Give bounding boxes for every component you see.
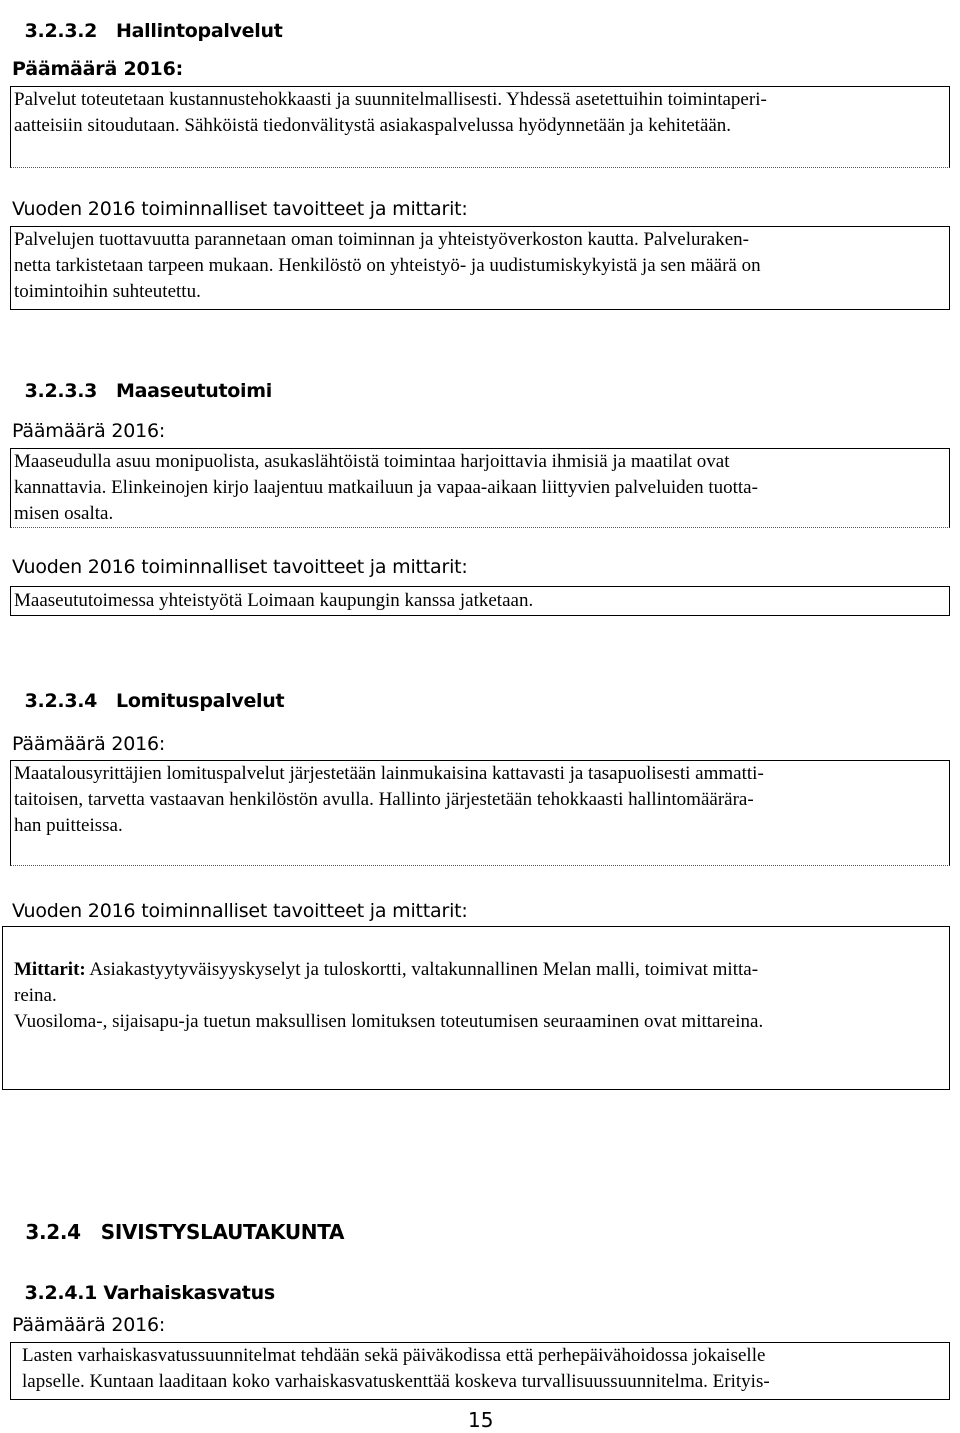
goal-label: Päämäärä 2016:	[12, 733, 166, 755]
targets-box	[10, 586, 950, 616]
goal-line: lapselle. Kuntaan laaditaan koko varhaiskasvatuskenttää koskeva turvallisuussuunnitelma. Erityis-	[22, 1371, 770, 1392]
section-heading-lomituspalvelut	[12, 668, 284, 712]
goal-line: Maaseudulla asuu monipuolista, asukaslähtöistä toimintaa harjoittavia ihmisiä ja maatilat ovat	[14, 451, 730, 472]
section-number: 3.2.3.3	[24, 380, 98, 402]
goal-line: Maatalousyrittäjien lomituspalvelut järjestetään lainmukaisina kattavasti ja tasapuolisesti ammatti-	[14, 763, 764, 784]
targets-line: reina.	[14, 985, 57, 1006]
goal-box	[10, 760, 950, 866]
section-title: Varhaiskasvatus	[103, 1282, 275, 1304]
goal-line: misen osalta.	[14, 503, 114, 524]
goal-line: kannattavia. Elinkeinojen kirjo laajentuu matkailuun ja vapaa-aikaan liittyvien palveluiden tuotta-	[14, 477, 758, 498]
targets-label: Vuoden 2016 toiminnalliset tavoitteet ja mittarit:	[12, 900, 468, 922]
section-title: SIVISTYSLAUTAKUNTA	[100, 1220, 345, 1244]
section-heading-hallintopalvelut	[12, 0, 282, 42]
goal-line: aatteisiin sitoudutaan. Sähköistä tiedonvälitystä asiakaspalvelussa hyödynnetään ja kehitetään.	[14, 115, 732, 136]
section-heading-varhaiskasvatus	[12, 1260, 275, 1304]
goal-label: Päämäärä 2016:	[12, 58, 183, 80]
goal-box	[10, 1342, 950, 1400]
goal-line: han puitteissa.	[14, 815, 123, 836]
targets-box	[10, 226, 950, 310]
section-number: 3.2.3.4	[24, 690, 98, 712]
goal-line: Lasten varhaiskasvatussuunnitelmat tehdään sekä päiväkodissa että perhepäivähoidossa jokaiselle	[22, 1345, 766, 1366]
targets-line: Palvelujen tuottavuutta parannetaan oman toiminnan ja yhteistyöverkoston kautta. Palveluraken-	[14, 229, 749, 250]
goal-box	[10, 86, 950, 168]
goal-line: taitoisen, tarvetta vastaavan henkilöstön avulla. Hallinto järjestetään tehokkaasti hallintomäärära-	[14, 789, 754, 810]
section-number: 3.2.4.1	[24, 1282, 98, 1304]
targets-label: Vuoden 2016 toiminnalliset tavoitteet ja mittarit:	[12, 198, 468, 220]
goal-label: Päämäärä 2016:	[12, 420, 166, 442]
mittarit-label: Mittarit:	[14, 959, 86, 980]
section-number: 3.2.4	[25, 1220, 81, 1244]
targets-label: Vuoden 2016 toiminnalliset tavoitteet ja mittarit:	[12, 556, 468, 578]
targets-line: Vuosiloma-, sijaisapu-ja tuetun maksullisen lomituksen toteutumisen seuraaminen ovat mittareina.	[14, 1011, 764, 1032]
section-heading-sivistyslautakunta	[12, 1196, 344, 1244]
section-title: Maaseututoimi	[116, 380, 272, 402]
section-title: Lomituspalvelut	[116, 690, 285, 712]
mittarit-text: Asiakastyytyväisyyskyselyt ja tuloskortti, valtakunnallinen Melan malli, toimivat mitta-	[85, 959, 759, 980]
section-number: 3.2.3.2	[24, 20, 98, 42]
targets-line: netta tarkistetaan tarpeen mukaan. Henkilöstö on yhteistyö- ja uudistumiskykyistä ja sen määrä on	[14, 255, 761, 276]
section-title: Hallintopalvelut	[116, 20, 283, 42]
goal-line: Palvelut toteutetaan kustannustehokkaasti ja suunnitelmallisesti. Yhdessä asetettuihin toimintaperi-	[14, 89, 767, 110]
section-heading-maaseututoimi	[12, 358, 272, 402]
targets-box	[2, 926, 950, 1090]
goal-label: Päämäärä 2016:	[12, 1314, 166, 1336]
targets-line: Maaseututoimessa yhteistyötä Loimaan kaupungin kanssa jatketaan.	[14, 590, 534, 611]
page-number: 15	[468, 1408, 494, 1432]
targets-line	[14, 957, 758, 983]
targets-line: toimintoihin suhteutettu.	[14, 281, 201, 302]
goal-box	[10, 448, 950, 528]
